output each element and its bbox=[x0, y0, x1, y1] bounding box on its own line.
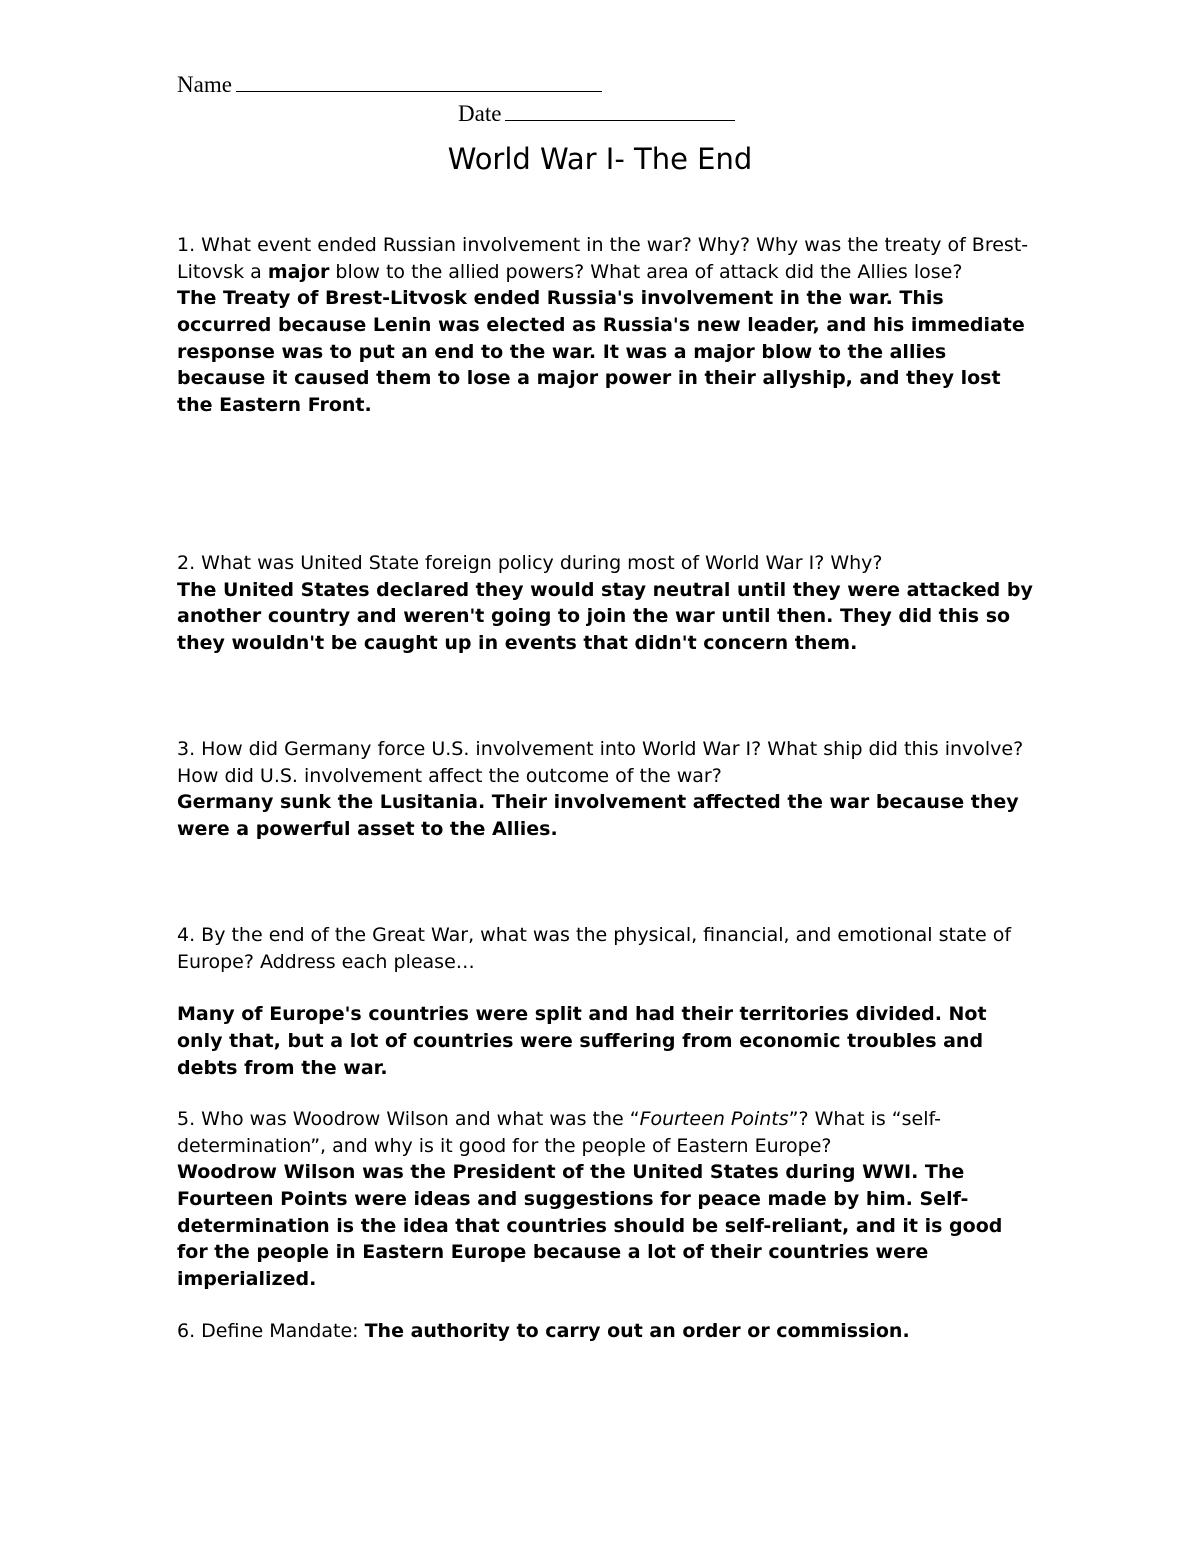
question-6-line bbox=[177, 1318, 1037, 1345]
date-label: Date bbox=[458, 101, 502, 126]
name-blank-line bbox=[236, 73, 602, 92]
answer-1: The Treaty of Brest-Litvosk ended Russia's involvement in the war. This occurred because Lenin was elected as Russia's new leader, and his immediate response was to put an end to the war. It was a major blow to the allies because it caused them to lose a major power in their allyship, and they lost the Eastern Front. bbox=[177, 287, 1025, 417]
question-4-block bbox=[177, 922, 1037, 1081]
question-5 bbox=[177, 1106, 1037, 1159]
question-3-block bbox=[177, 736, 1037, 843]
answer-5: Woodrow Wilson was the President of the United States during WWI. The Fourteen Points were ideas and suggestions for peace made by him. Self-determination is the idea that countries should be self-reliant, and it is good for the people in Eastern Europe because a lot of their countries were imperialized. bbox=[177, 1161, 1003, 1291]
question-5-text-part1: 5. Who was Woodrow Wilson and what was the “ bbox=[177, 1108, 640, 1130]
answer-6: The authority to carry out an order or commission. bbox=[364, 1320, 910, 1342]
answer-3: Germany sunk the Lusitania. Their involvement affected the war because they were a powerful asset to the Allies. bbox=[177, 791, 1019, 840]
page-title: World War I- The End bbox=[447, 142, 753, 176]
date-field bbox=[458, 101, 735, 127]
question-1-emphasis: major bbox=[267, 260, 330, 283]
question-5-block bbox=[177, 1106, 1037, 1293]
question-1 bbox=[177, 232, 1037, 285]
question-5-text-part2: ”? What is “self-determination”, and why is it good for the people of Eastern Europe? bbox=[177, 1108, 942, 1157]
name-label: Name bbox=[177, 72, 232, 97]
name-field bbox=[177, 72, 602, 98]
question-1-block bbox=[177, 232, 1037, 419]
date-blank-line bbox=[505, 102, 735, 121]
question-3: 3. How did Germany force U.S. involvement into World War I? What ship did this involve? How did U.S. involvement affect the outcome of the war? bbox=[177, 738, 1024, 787]
question-5-emphasis: Fourteen Points bbox=[639, 1108, 789, 1130]
answer-4: Many of Europe's countries were split and had their territories divided. Not only that, but a lot of countries were suffering from economic troubles and debts from the war. bbox=[177, 1003, 987, 1079]
question-1-text-part1: 1. What event ended Russian involvement in the war? Why? Why was the treaty of Brest-Litovsk a bbox=[177, 234, 1029, 283]
question-2: 2. What was United State foreign policy during most of World War I? Why? bbox=[177, 552, 883, 574]
question-4: 4. By the end of the Great War, what was the physical, financial, and emotional state of Europe? Address each please… bbox=[177, 924, 1012, 973]
question-4-gap bbox=[177, 975, 1037, 1001]
question-6: 6. Define Mandate: bbox=[177, 1320, 365, 1342]
answer-2: The United States declared they would stay neutral until they were attacked by another country and weren't going to join the war until then. They did this so they wouldn't be caught up in events that didn't concern them. bbox=[177, 578, 1033, 655]
question-1-text-part2: blow to the allied powers? What area of attack did the Allies lose? bbox=[329, 260, 963, 283]
question-2-block bbox=[177, 550, 1037, 657]
question-6-block bbox=[177, 1318, 1037, 1345]
